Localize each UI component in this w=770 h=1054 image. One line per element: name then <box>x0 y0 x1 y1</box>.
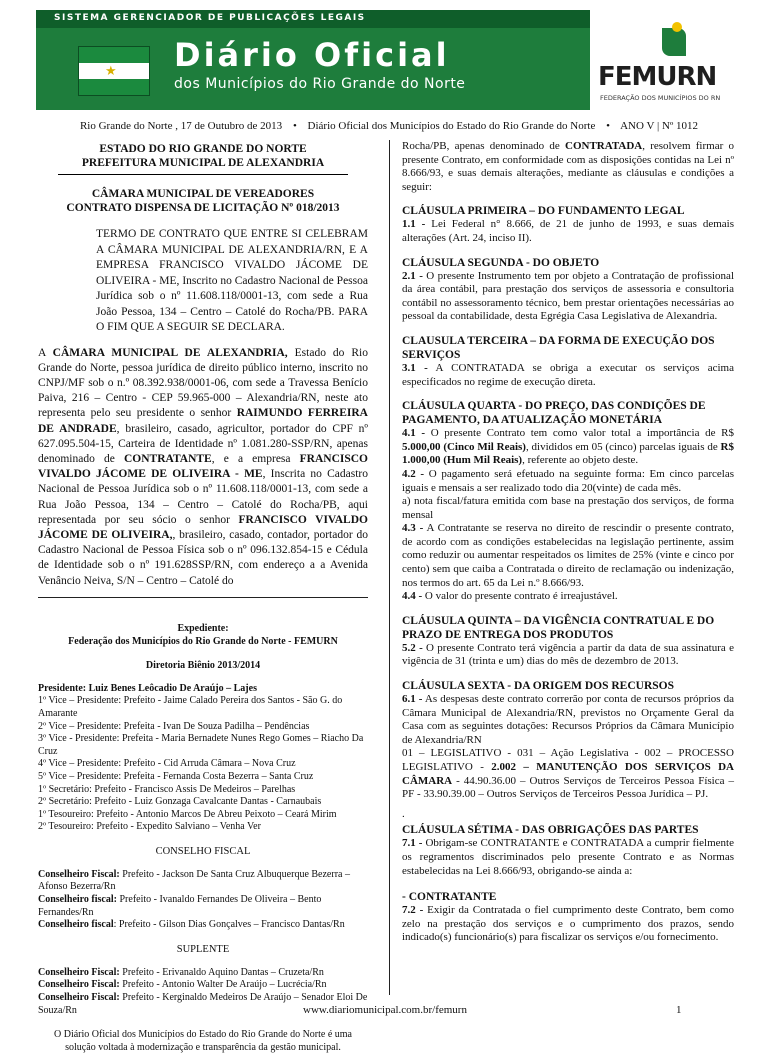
conselho-list: Conselheiro Fiscal: Prefeito - Jackson De Santa Cruz Albuquerque Bezerra – Afonso Bezerra/Rn Conselheiro fiscal: Prefeito - Ivanaldo Fernandes De Oliveira – Bento Fernandes/Rn Conselheiro fiscal: Prefeito - Gilson Dias Gonçalves – Francisco Dantas/Rn <box>38 868 350 931</box>
footer-url: www.diariomunicipal.com.br/femurn <box>303 1004 467 1016</box>
section-divider <box>38 597 368 598</box>
conselho-fiscal-heading: CONSELHO FISCAL <box>155 845 251 857</box>
clause-5-text: 5.2 - O presente Contrato terá vigência a partir da data de sua assinatura e vigência de 31 (trinta e um) dias do mês de dezembro de 2013. <box>402 641 734 668</box>
suplente-list: Conselheiro Fiscal: Prefeito - Erivanaldo Aquino Dantas – Cruzeta/Rn Conselheiro Fiscal: Prefeito - Antonio Walter De Araújo – Lucrécia/Rn Conselheiro Fiscal: Prefeito - Kerginaldo Medeiros De Araújo – Senador Eloi De Souza/Rn <box>38 966 368 1016</box>
clause-6-budget: 01 – LEGISLATIVO - 031 – Ação Legislativa - 002 – PROCESSO LEGISLATIVO - 2.002 – MANUTENÇÃO DOS SERVIÇOS DA CÂMARA - 44.90.36.00 – Outros Serviços de Terceiros Pessoa Física – PF - 33.90.39.00 – Outros Serviços de Terceiros Pessoa Jurídica – PJ. <box>402 747 734 801</box>
femurn-logo-icon <box>662 28 686 56</box>
clause-4-2-text: 4.2 - O pagamento será efetuado na seguinte forma: Em cinco parcelas iguais e mensais a ser realizado todo dia 20(vinte) de cada mês. <box>402 467 734 494</box>
clause-4-3-text: 4.3 - A Contratante se reserva no direito de rescindir o presente contrato, de acordo com as condições estabelecidas na legislação pertinente, assim como reduzir ou aumentar respeitados os limites de 25% (vinte e cinco por cento) sem que caiba a Contratada o direito de reclamação ou indenização, nos termos do art. 65 da Lei n.º 8.666/93. <box>402 522 734 589</box>
clause-4-1-text: 4.1 - O presente Contrato tem como valor total a importância de R$ 5.000,00 (Cinco Mil Reais), divididos em 05 (cinco) parcelas iguais de R$ 1.000,00 (Hum Mil Reais), referente ao objeto deste. <box>402 427 734 467</box>
clause-2-title: CLÁUSULA SEGUNDA - DO OBJETO <box>402 256 600 269</box>
clause-7-title: CLÁUSULA SÉTIMA - DAS OBRIGAÇÕES DAS PARTES <box>402 824 699 837</box>
clause-4-4-text: 4.4 - O valor do presente contrato é irreajustável. <box>402 590 618 603</box>
system-name: SISTEMA GERENCIADOR DE PUBLICAÇÕES LEGAIS <box>54 13 366 23</box>
issue-number: ANO V | Nº 1012 <box>620 120 699 132</box>
closing-note: O Diário Oficial dos Municípios do Estado do Rio Grande do Norte é uma solução voltada à modernização e transparência da gestão municipal. <box>54 1029 352 1053</box>
clause-1-text: 1.1 - Lei Federal n° 8.666, de 21 de junho de 1993, e suas demais alterações (Art. 24, inciso II). <box>402 218 734 244</box>
act-title: CÂMARA MUNICIPAL DE VEREADORES CONTRATO DISPENSA DE LICITAÇÃO Nº 018/2013 <box>66 188 340 214</box>
femurn-logo-text: FEMURN <box>598 62 717 92</box>
left-column <box>38 140 368 1054</box>
act-header: ESTADO DO RIO GRANDE DO NORTE PREFEITURA MUNICIPAL DE ALEXANDRIA <box>58 140 348 175</box>
issue-info-line: Rio Grande do Norte , 17 de Outubro de 2013 • Diário Oficial dos Municípios do Estado do Rio Grande do Norte • ANO V | Nº 1012 <box>79 120 699 132</box>
publication-title: Diário Oficial <box>174 36 450 74</box>
clause-3-text: 3.1 - A CONTRATADA se obriga a executar os serviços acima especificados no regime de execução direta. <box>402 361 734 388</box>
clause-7-2-text: 7.2 - Exigir da Contratada o fiel cumprimento deste Contrato, bem como zelo na prestação dos serviços e o cumprimento dos prazos, sendo indicado(s) funcionário(s) para fiscalizar os serviços e/ou fornecimento. <box>402 904 735 944</box>
publication-name: Diário Oficial dos Municípios do Estado do Rio Grande do Norte <box>307 120 596 132</box>
contract-intro: Rocha/PB, apenas denominado de CONTRATADA, resolvem firmar o presente Contrato, em conformidade com as disposições contidas na Lei nº 8.666/93, e suas demais alterações, mediante as cláusulas e condições a seguir: <box>402 140 734 193</box>
board-list: Presidente: Luiz Benes Leôcadio De Araújo – Lajes 1º Vice – Presidente: Prefeito - Jaime Calado Pereira dos Santos - São G. do Amarante 2º Vice – Presidente: Prefeita - Ivan De Souza Padilha – Pendências 3º Vice - Presidente: Prefeita - Maria Bernadete Nunes Rego Gomes – Riacho Da Cruz 4º Vice – Presidente: Prefeito - Cid Arruda Câmara – Nova Cruz 5º Vice – Presidente: Prefeita - Fernanda Costa Bezerra – Santa Cruz 1º Secretário: Prefeito - Francisco Assis De Medeiros – Parelhas 2º Secretário: Prefeito - Luiz Gonzaga Cavalcante Dantas - Carnaubais 1º Tesoureiro: Prefeito - Antonio Marcos De Abreu Peixoto – Ceará Mirim 2º Tesoureiro: Prefeito - Expedito Salviano – Venha Ver <box>38 682 364 833</box>
issue-date: Rio Grande do Norte , 17 de Outubro de 2013 <box>79 120 283 132</box>
contract-parties: A CÂMARA MUNICIPAL DE ALEXANDRIA, Estado do Rio Grande do Norte, pessoa jurídica de direito público interno, inscrito no CNPJ/MF sob o n.º 08.392.938/0001-06, com sede a Travessa Benício Paiva, 216 – Centro - CEP 59.965-000 – Alexandria/RN, neste ato representa pelo seu presidente o senhor RAIMUNDO FERREIRA DE ANDRADE, brasileiro, casado, agricultor, portador do CPF nº 627.095.504-15, Carteira de Identidade nº 1.081.280-SSP/RN, apenas denominado de CONTRATANTE, e a empresa FRANCISCO VIVALDO JÁCOME DE OLIVEIRA - ME, Inscrita no Cadastro Nacional de Pessoa Jurídica sob o nº 11.608.118/0001-13, com sede a Rua João Pessoa, 134 – Centro – Catolé do Rocha/PB, aqui representada por seu sócio o senhor FRANCISCO VIVALDO JÁCOME DE OLIVEIRA,, brasileiro, casado, contador, portador do Cadastro Nacional de Pessoa Física sob o nº 096.132.854-15 e Cédula de Identidade sob o nº 191.628SSP/RN, com endereço a a Avenida Venâncio Neiva, S/N – Centro – Catolé do <box>38 346 369 587</box>
clause-4-title: CLÁUSULA QUARTA - DO PREÇO, DAS CONDIÇÕES DE PAGAMENTO, DA ATUALIZAÇÃO MONETÁRIA <box>402 400 706 427</box>
state-flag-icon: ★ <box>78 46 150 96</box>
suplente-heading: SUPLENTE <box>176 943 230 955</box>
column-divider <box>389 140 390 995</box>
clause-1-title: CLÁUSULA PRIMEIRA – DO FUNDAMENTO LEGAL <box>402 205 685 218</box>
femurn-logo-subtitle: FEDERAÇÃO DOS MUNICÍPIOS DO RN <box>600 94 721 102</box>
publication-subtitle: dos Municípios do Rio Grande do Norte <box>174 76 466 92</box>
clause-4-a-text: a) nota fiscal/fatura emitida com base na prestação dos serviços, de forma mensal <box>402 495 734 521</box>
femurn-logo <box>590 10 742 110</box>
clause-6-text: 6.1 - As despesas deste contrato correrão por conta de recursos próprios da Câmara Municipal de Alexandria/RN, previstos no Orçamente Geral da Casa com as seguintes dotações: Recursos Próprios da Câmara Município de Alexandria/RN <box>402 693 734 746</box>
page-number: 1 <box>676 1004 682 1016</box>
clause-3-title: CLAUSULA TERCEIRA – DA FORMA DE EXECUÇÃO DOS SERVIÇOS <box>402 334 715 361</box>
right-column <box>402 140 734 945</box>
diretoria-heading: Diretoria Biênio 2013/2014 <box>145 659 261 671</box>
contratante-heading: - CONTRATANTE <box>402 891 497 904</box>
clause-7-text: 7.1 - Obrigam-se CONTRATANTE e CONTRATADA a cumprir fielmente os regramentos discriminados pelo presente Contrato e as Normas estabelecidas na Lei 8.666/93, obrigando-se ainda a: <box>402 837 734 877</box>
clause-6-title: CLÁUSULA SEXTA - DA ORIGEM DOS RECURSOS <box>402 680 675 693</box>
clause-2-text: 2.1 - O presente Instrumento tem por objeto a Contratação de profissional da área contábil, para prestação dos serviços de assessoria e consultoria contábil no assessoramento técnico, bem prestar orientações necessárias ao pessoal da contabilidade, desta Egrégia Casa Legislativa de Alexandria. <box>402 269 734 323</box>
separator-dot: . <box>402 807 405 820</box>
expediente-heading: Expediente: Federação dos Municípios do Rio Grande do Norte - FEMURN <box>68 622 338 647</box>
clause-5-title: CLÁUSULA QUINTA – DA VIGÊNCIA CONTRATUAL E DO PRAZO DE ENTREGA DOS PRODUTOS <box>402 614 715 641</box>
contract-preamble: TERMO DE CONTRATO QUE ENTRE SI CELEBRAM A CÂMARA MUNICIPAL DE ALEXANDRIA/RN, E A EMPRESA FRANCISCO VIVALDO JÁCOME DE OLIVEIRA - ME, Inscrito no Cadastro Nacional de Pessoa Jurídica sob o nº 11.608.118/0001-13, com sede a Rua João Pessoa, 134 – Centro – Catolé do Rocha/PB. PARA O FIM QUE A SEGUIR SE DECLARA. <box>96 228 368 333</box>
masthead <box>36 10 742 110</box>
